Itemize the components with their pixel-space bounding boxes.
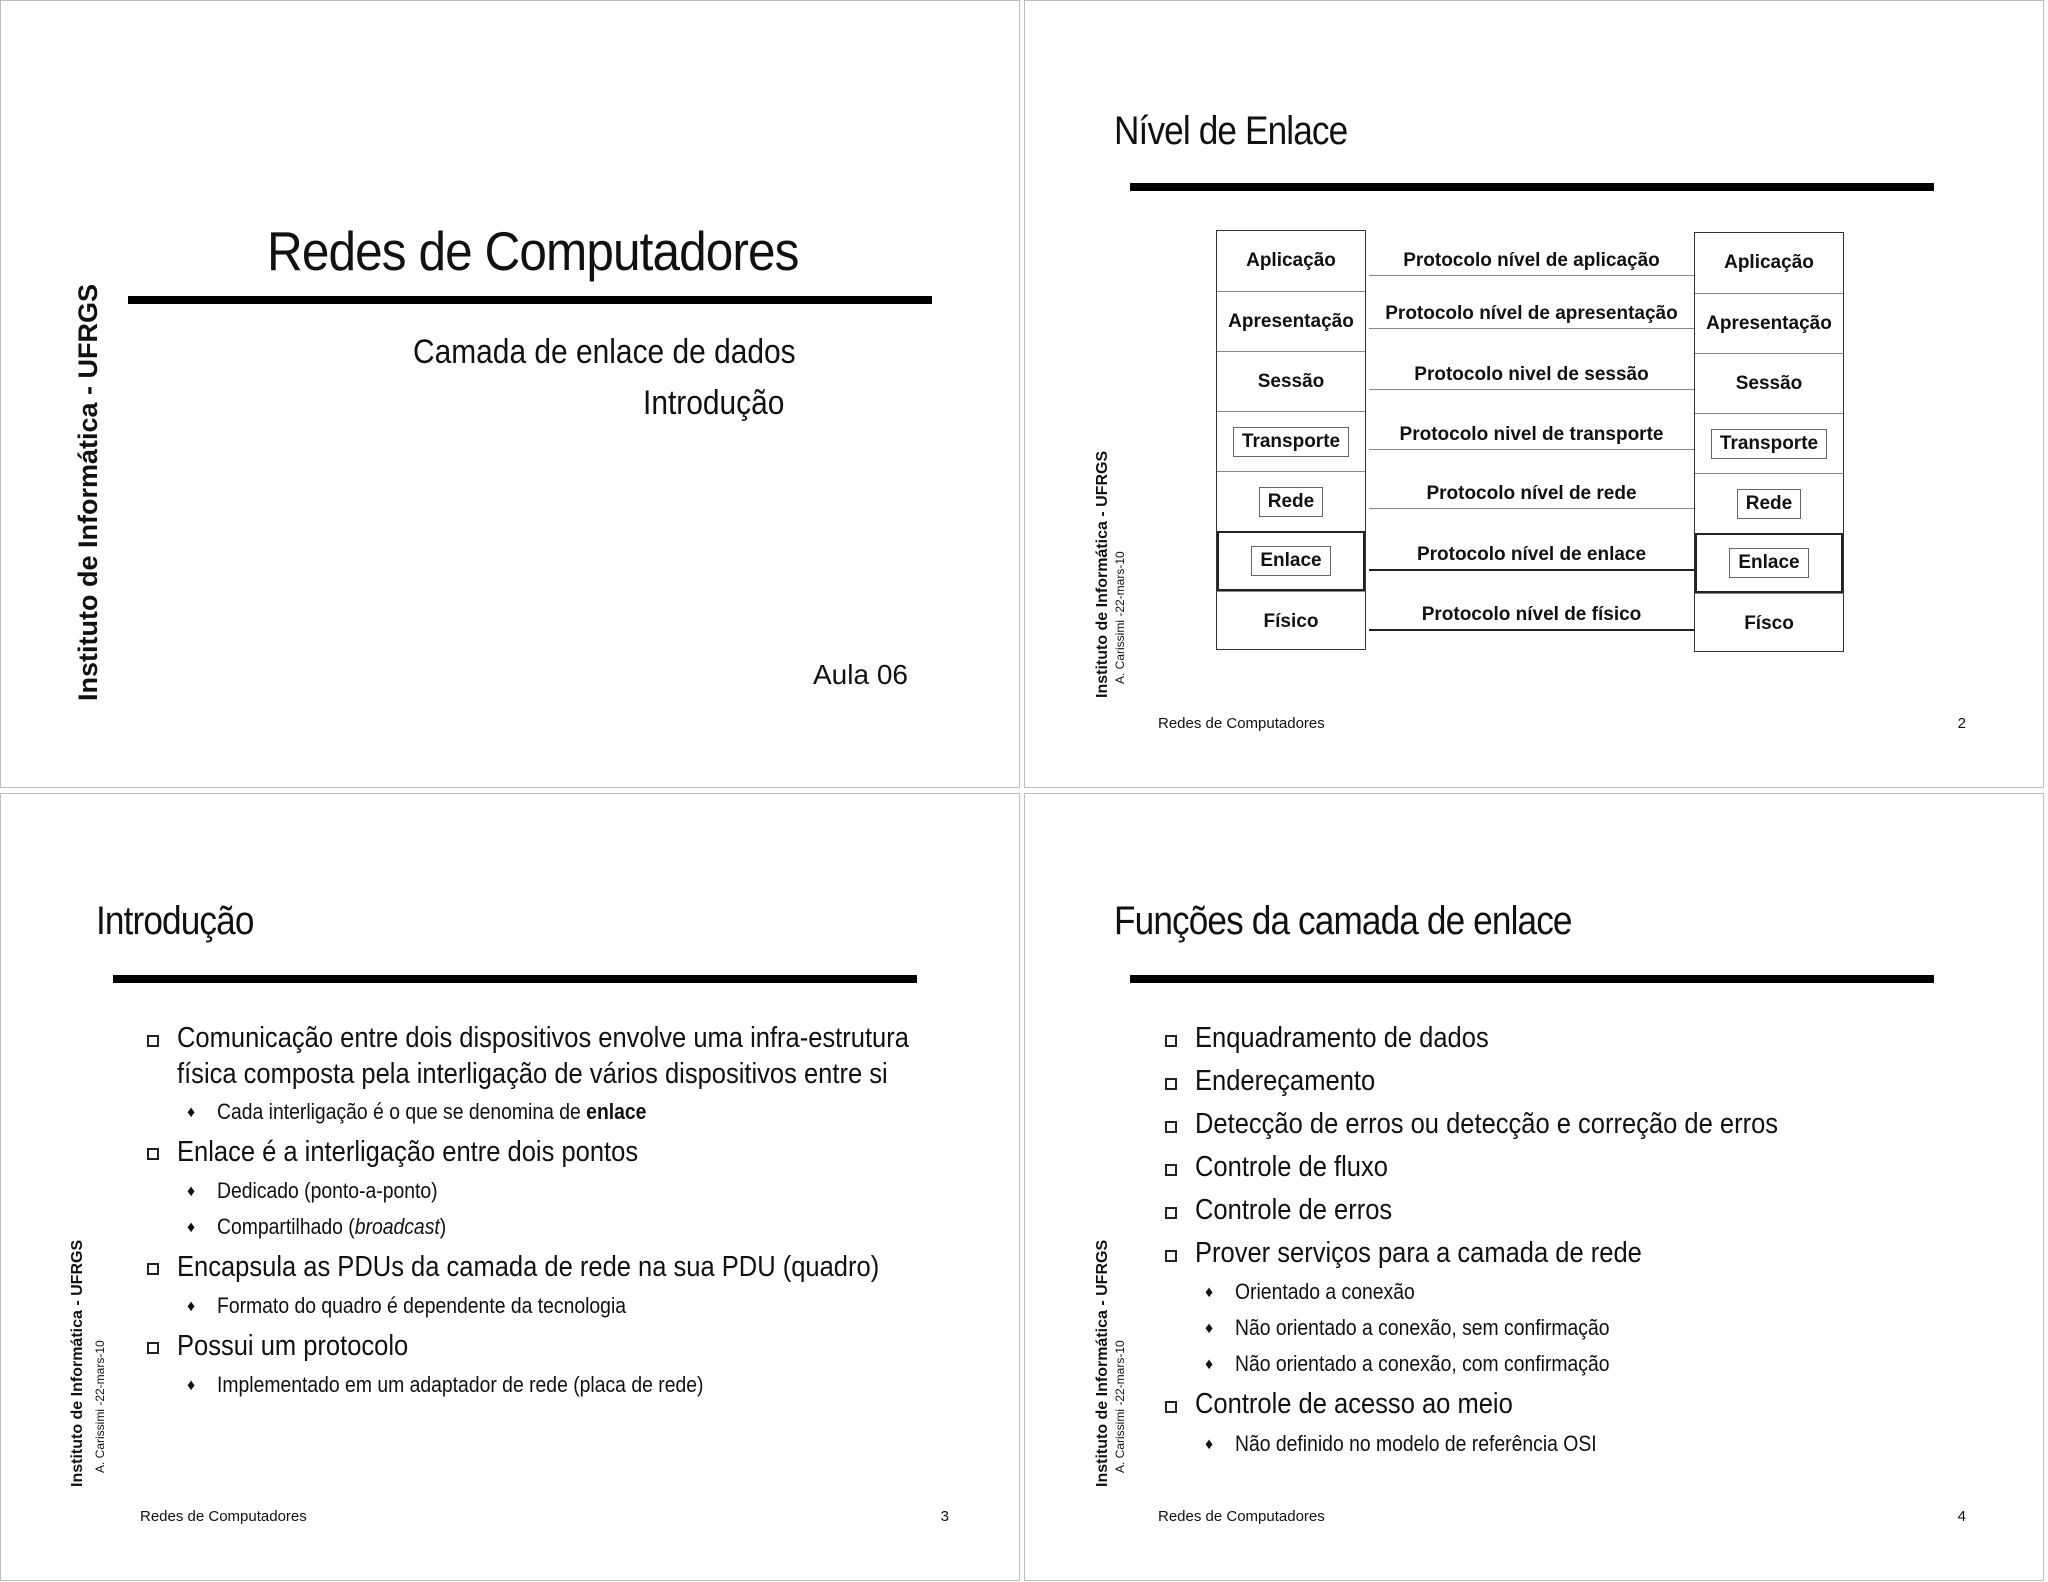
- slide-2: [1024, 0, 2044, 788]
- diamond-bullet-icon: ♦: [187, 1183, 196, 1200]
- title-rule: [1130, 975, 1934, 983]
- sub-bullet-text-pre: Compartilhado (: [217, 1214, 355, 1239]
- left-layer-enlace: [1217, 531, 1365, 591]
- bullet-text: Encapsula as PDUs da camada de rede na sua PDU (quadro): [177, 1251, 880, 1283]
- bullet-text: Controle de acesso ao meio: [1195, 1388, 1513, 1420]
- institute-label: Instituto de Informática - UFRGS: [1094, 450, 1111, 698]
- bullet-square: [147, 1035, 159, 1047]
- protocol-line: [1369, 389, 1694, 390]
- sub-bullet-text-bold: enlace: [586, 1099, 647, 1124]
- protocol-label: Protocolo nível de físico: [1421, 604, 1642, 625]
- bullet-square: [1165, 1401, 1177, 1413]
- protocol-line: [1369, 569, 1694, 571]
- right-layer: [1695, 473, 1843, 533]
- layer-label: Rede: [1737, 489, 1801, 519]
- right-layer-enlace: [1695, 533, 1843, 593]
- author-date-label: A. Carissimi -22-mars-10: [93, 1340, 107, 1473]
- institute-label: Instituto de Informática - UFRGS: [69, 1239, 86, 1487]
- bullet-square: [1165, 1164, 1177, 1176]
- protocol-label: Protocolo nivel de transporte: [1399, 424, 1664, 445]
- institute-label: Instituto de Informática - UFRGS: [1094, 1239, 1111, 1487]
- bullet-text: Enquadramento de dados: [1195, 1022, 1489, 1054]
- bullet-text: Endereçamento: [1195, 1065, 1376, 1097]
- right-layer: [1695, 233, 1843, 293]
- bullet-text: Possui um protocolo: [177, 1330, 409, 1362]
- sub-bullet-text: Implementado em um adaptador de rede (placa de rede): [217, 1372, 704, 1397]
- presentation-subtitle: Camada de enlace de dados: [413, 333, 796, 371]
- page-number: 2: [1957, 715, 1966, 732]
- sub-bullet-text-normal: Cada interligação é o que se denomina de: [217, 1099, 587, 1124]
- protocol-line: [1369, 629, 1694, 631]
- protocol-line: [1369, 275, 1694, 276]
- diamond-bullet-icon: ♦: [1205, 1320, 1214, 1337]
- sub-bullet-text-italic: broadcast: [354, 1214, 440, 1239]
- page-number: 4: [1957, 1508, 1966, 1525]
- layer-label: Enlace: [1729, 548, 1808, 578]
- sub-bullet-text: Dedicado (ponto-a-ponto): [217, 1178, 438, 1203]
- layer-label: Enlace: [1251, 546, 1330, 576]
- layer-label: Sessão: [1257, 370, 1325, 392]
- bullet-text: Enlace é a interligação entre dois pontos: [177, 1136, 639, 1168]
- author-date-label: A. Carissimi -22-mars-10: [1113, 551, 1127, 684]
- right-layer: [1695, 413, 1843, 473]
- footer-course: Redes de Computadores: [1158, 1508, 1325, 1525]
- sub-bullet-text: [217, 1214, 446, 1240]
- bullet-square: [1165, 1121, 1177, 1133]
- right-layer: [1695, 593, 1843, 653]
- bullet-text-cont: física composta pela interligação de vários dispositivos entre si: [177, 1058, 888, 1090]
- left-layer: [1217, 411, 1365, 471]
- sub-bullet-text: Formato do quadro é dependente da tecnologia: [217, 1293, 627, 1318]
- sub-bullet-text-post: ): [439, 1214, 447, 1239]
- protocol-label: Protocolo nível de enlace: [1416, 544, 1647, 565]
- bullet-square: [147, 1148, 159, 1160]
- diamond-bullet-icon: ♦: [187, 1298, 196, 1315]
- layer-label: Físco: [1744, 612, 1794, 634]
- layer-label: Apresentação: [1706, 312, 1832, 334]
- layer-label: Rede: [1259, 487, 1323, 517]
- left-layer: [1217, 291, 1365, 351]
- layer-label: Transporte: [1711, 429, 1827, 459]
- footer-course: Redes de Computadores: [1158, 715, 1325, 732]
- sub-bullet-text: Não orientado a conexão, com confirmação: [1235, 1351, 1610, 1376]
- lesson-label: Aula 06: [813, 659, 908, 690]
- bullet-square: [1165, 1250, 1177, 1262]
- slide-title: Introdução: [96, 899, 254, 943]
- diamond-bullet-icon: ♦: [187, 1104, 196, 1121]
- diamond-bullet-icon: ♦: [187, 1219, 196, 1236]
- right-osi-stack: [1694, 232, 1844, 652]
- layer-label: Apresentação: [1228, 310, 1354, 332]
- slide-3: [0, 793, 1020, 1581]
- layer-label: Transporte: [1233, 427, 1349, 457]
- slide-title: Funções da camada de enlace: [1114, 899, 1572, 943]
- diamond-bullet-icon: ♦: [187, 1377, 196, 1394]
- layer-label: Aplicação: [1246, 250, 1336, 271]
- right-layer: [1695, 353, 1843, 413]
- institute-label: Instituto de Informática - UFRGS: [73, 283, 103, 701]
- presentation-subtitle-2: Introdução: [643, 384, 785, 422]
- title-rule: [1130, 183, 1934, 191]
- diamond-bullet-icon: ♦: [1205, 1284, 1214, 1301]
- layer-label: Sessão: [1735, 372, 1803, 394]
- bullet-text: Controle de fluxo: [1195, 1151, 1388, 1183]
- protocol-line: [1369, 449, 1694, 450]
- bullet-text: Detecção de erros ou detecção e correção de erros: [1195, 1108, 1779, 1140]
- diamond-bullet-icon: ♦: [1205, 1436, 1214, 1453]
- author-date-label: A. Carissimi -22-mars-10: [1113, 1340, 1127, 1473]
- protocol-line: [1369, 508, 1694, 509]
- bullet-square: [147, 1342, 159, 1354]
- layer-label: Aplicação: [1724, 252, 1814, 273]
- protocol-label: Protocolo nível de apresentação: [1385, 303, 1678, 324]
- title-rule: [113, 975, 917, 983]
- left-layer: [1217, 231, 1365, 291]
- slide-title: Nível de Enlace: [1114, 109, 1348, 153]
- sub-bullet-text: Orientado a conexão: [1235, 1279, 1415, 1304]
- bullet-square: [1165, 1207, 1177, 1219]
- sub-bullet-text: [217, 1099, 646, 1125]
- slide-1: [0, 0, 1020, 788]
- slide-4: [1024, 793, 2044, 1581]
- footer-course: Redes de Computadores: [140, 1508, 307, 1525]
- diamond-bullet-icon: ♦: [1205, 1356, 1214, 1373]
- left-osi-stack: [1216, 230, 1366, 650]
- presentation-title: Redes de Computadores: [267, 220, 799, 282]
- page-number: 3: [940, 1508, 949, 1525]
- bullet-square: [1165, 1035, 1177, 1047]
- left-layer: [1217, 591, 1365, 651]
- sub-bullet-text: Não orientado a conexão, sem confirmação: [1235, 1315, 1610, 1340]
- protocol-label: Protocolo nível de aplicação: [1403, 250, 1660, 271]
- sub-bullet-text: Não definido no modelo de referência OSI: [1235, 1431, 1597, 1456]
- right-layer: [1695, 293, 1843, 353]
- bullet-square: [147, 1263, 159, 1275]
- protocol-label: Protocolo nivel de sessão: [1414, 364, 1649, 385]
- protocol-label: Protocolo nível de rede: [1426, 483, 1637, 504]
- left-layer: [1217, 351, 1365, 411]
- bullet-text: Controle de erros: [1195, 1194, 1393, 1226]
- layer-label: Físico: [1263, 610, 1319, 632]
- protocol-line: [1369, 328, 1694, 329]
- left-layer: [1217, 471, 1365, 531]
- title-rule: [128, 296, 932, 304]
- bullet-text: Comunicação entre dois dispositivos envolve uma infra-estrutura: [177, 1022, 909, 1054]
- bullet-text: Prover serviços para a camada de rede: [1195, 1237, 1642, 1269]
- bullet-square: [1165, 1078, 1177, 1090]
